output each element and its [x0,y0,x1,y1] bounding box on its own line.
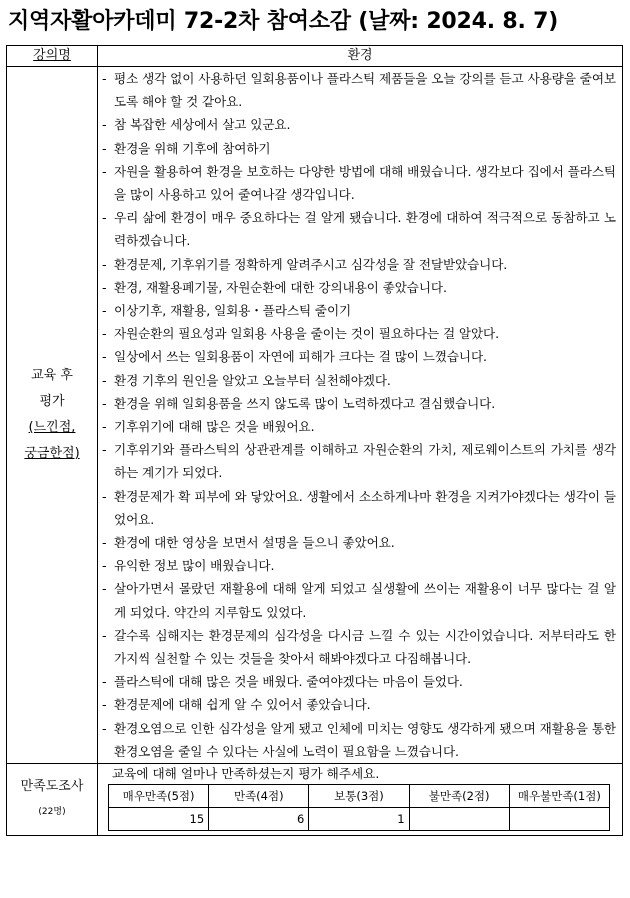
document-title: 지역자활아카데미 72-2차 참여소감 (날짜: 2024. 8. 7) [8,9,559,34]
feedback-text: 환경을 위해 일회용품을 쓰지 않도록 많이 노력하겠다고 결심했습니다. [114,395,496,411]
rating-value-very-satisfied: 15 [109,808,209,831]
feedback-item [102,299,616,322]
header-row [7,46,623,67]
bullet-dash: - [102,419,107,435]
evaluation-label [7,67,98,764]
feedback-list [98,67,622,763]
evaluation-label-line: 평가 [39,394,65,410]
feedback-item [102,67,616,113]
feedback-text: 기후위기에 대해 많은 것을 배웠어요. [114,419,315,435]
evaluation-label-line: 교육 후 [31,368,73,384]
survey-table [6,45,623,836]
lecture-header: 강의명 [7,46,98,67]
bullet-dash: - [102,326,107,342]
bullet-dash: - [102,349,107,365]
satisfaction-label: 만족도조사 [20,779,84,795]
feedback-text: 환경에 대한 영상을 보면서 설명을 들으니 좋았어요. [114,535,395,551]
feedback-item [102,485,616,531]
feedback-item [102,322,616,345]
feedback-item [102,160,616,206]
feedback-item [102,717,616,763]
feedback-text: 환경문제, 기후위기를 정확하게 알려주시고 심각성을 잘 전달받았습니다. [114,256,508,272]
feedback-item [102,624,616,670]
feedback-item [102,253,616,276]
rating-column-very-dissatisfied: 매우불만족(1점) [509,785,609,808]
rating-table [108,784,610,831]
respondent-count: (22명) [38,807,66,818]
feedback-text: 갈수록 심해지는 환경문제의 심각성을 다시금 느낄 수 있는 시간이었습니다. 저부터라도 한 가지씩 실천할 수 있는 것들을 찾아서 해봐야겠다고 다짐해봅니다. [114,627,616,667]
feedback-text: 플라스틱에 대해 많은 것을 배웠다. 줄여야겠다는 마음이 들었다. [114,674,463,690]
topic-header: 환경 [98,46,623,67]
bullet-dash: - [102,210,107,226]
bullet-dash: - [102,581,107,597]
satisfaction-content [98,764,623,836]
feedback-item [102,276,616,299]
feedback-text: 우리 삶에 환경이 매우 중요하다는 걸 알게 됐습니다. 환경에 대하여 적극적으로 동참하고 노력하겠습니다. [114,210,616,249]
bullet-dash: - [102,372,107,388]
bullet-dash: - [102,303,107,319]
rating-column-neutral: 보통(3점) [309,785,409,808]
bullet-dash: - [102,627,107,643]
rating-column-dissatisfied: 불만족(2점) [409,785,509,808]
bullet-dash: - [102,256,107,272]
feedback-item [102,531,616,554]
bullet-dash: - [102,720,107,736]
rating-header-row [109,785,610,808]
satisfaction-row [7,764,623,836]
bullet-dash: - [102,535,107,551]
rating-value-neutral: 1 [309,808,409,831]
feedback-text: 환경문제가 확 피부에 와 닿았어요. 생활에서 소소하게나마 환경을 지켜가야겠다는 생각이 들었어요. [114,488,616,527]
evaluation-label-line: 궁금한점) [24,446,80,462]
bullet-dash: - [102,117,107,133]
bullet-dash: - [102,697,107,713]
feedback-text: 환경 기후의 원인을 알았고 오늘부터 실천해야겠다. [114,372,391,388]
feedback-item [102,415,616,438]
feedback-item [102,577,616,623]
feedback-text: 자원을 활용하여 환경을 보호하는 다양한 방법에 대해 배웠습니다. 생각보다 집에서 플라스틱을 많이 사용하고 있어 줄여나갈 생각입니다. [114,163,616,203]
feedback-text: 평소 생각 없이 사용하던 일회용품이나 플라스틱 제품들을 오늘 강의를 듣고 사용량을 줄여보도록 해야 할 것 같아요. [114,71,616,110]
feedback-item [102,438,616,484]
feedback-text: 환경문제에 대해 쉽게 알 수 있어서 좋았습니다. [114,697,371,713]
feedback-text: 기후위기와 플라스틱의 상관관계를 이해하고 자원순환의 가치, 제로웨이스트의 가치를 생각하는 계기가 되었다. [114,442,616,481]
rating-column-very-satisfied: 매우만족(5점) [109,785,209,808]
bullet-dash: - [102,442,107,458]
feedback-item [102,369,616,392]
evaluation-content [98,67,623,764]
feedback-item [102,113,616,136]
bullet-dash: - [102,558,107,574]
feedback-text: 참 복잡한 세상에서 살고 있군요. [114,117,291,133]
evaluation-label-line: (느낀점, [28,420,76,436]
feedback-text: 환경을 위해 기후에 참여하기 [114,140,271,156]
feedback-text: 이상기후, 재활용, 일회용・플라스틱 줄이기 [114,303,352,319]
bullet-dash: - [102,71,107,86]
feedback-text: 일상에서 쓰는 일회용품이 자연에 피해가 크다는 걸 많이 느꼈습니다. [114,349,487,365]
rating-column-satisfied: 만족(4점) [209,785,309,808]
feedback-item [102,137,616,160]
bullet-dash: - [102,395,107,411]
feedback-item [102,206,616,252]
rating-value-satisfied: 6 [209,808,309,831]
feedback-item [102,392,616,415]
rating-value-very-dissatisfied [509,808,609,831]
feedback-text: 환경, 재활용폐기물, 자원순환에 대한 강의내용이 좋았습니다. [114,279,447,295]
bullet-dash: - [102,163,107,179]
feedback-item [102,554,616,577]
bullet-dash: - [102,140,107,156]
feedback-text: 환경오염으로 인한 심각성을 알게 됐고 인체에 미치는 영향도 생각하게 됐으며 재활용을 통한 환경오염을 줄일 수 있다는 사실에 노력이 필요함을 느꼈습니다. [114,720,616,759]
bullet-dash: - [102,279,107,295]
feedback-item [102,670,616,693]
bullet-dash: - [102,674,107,690]
evaluation-row [7,67,623,764]
feedback-text: 자원순환의 필요성과 일회용 사용을 줄이는 것이 필요하다는 걸 알았다. [114,326,500,342]
satisfaction-question: 교육에 대해 얼마나 만족하셨는지 평가 해주세요. [112,766,380,782]
bullet-dash: - [102,488,107,504]
feedback-text: 유익한 정보 많이 배웠습니다. [114,558,275,574]
feedback-text: 살아가면서 몰랐던 재활용에 대해 알게 되었고 실생활에 쓰이는 재활용이 너무 많다는 걸 알게 되었다. 약간의 지루함도 있었다. [114,581,616,620]
satisfaction-label-cell [7,764,98,836]
rating-value-dissatisfied [409,808,509,831]
feedback-item [102,693,616,716]
feedback-item [102,345,616,368]
rating-value-row [109,808,610,831]
